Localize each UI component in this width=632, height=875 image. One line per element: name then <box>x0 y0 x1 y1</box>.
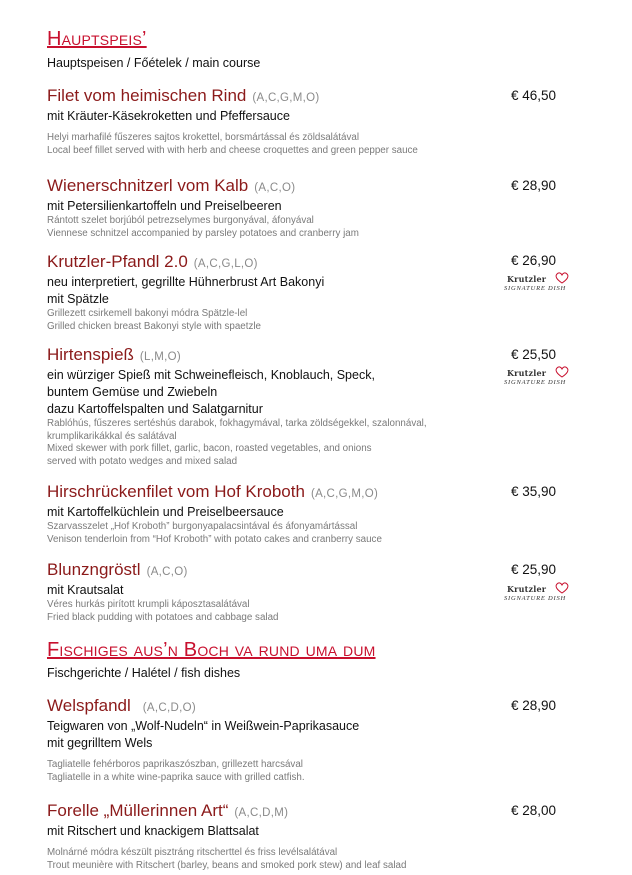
dish-description: ein würziger Spieß mit Schweinefleisch, Knoblauch, Speck, <box>47 368 375 382</box>
section-title-fish: Fischiges aus’n Boch va rund uma dum <box>47 639 376 661</box>
heart-icon <box>554 581 570 595</box>
dish-allergens: (A,C,G,M,O) <box>310 488 379 500</box>
dish-translation: served with potato wedges and mixed salad <box>47 455 238 467</box>
dish-description: mit Kartoffelküchlein und Preiselbeersauce <box>47 505 284 519</box>
dish-description: mit Spätzle <box>47 292 109 306</box>
dish-allergens: (L,M,O) <box>139 351 181 363</box>
dish-description: mit Petersilienkartoffeln und Preiselbeeren <box>47 199 282 213</box>
dish-price: € 25,50 <box>511 347 557 362</box>
dish-description: mit Krautsalat <box>47 583 124 597</box>
dish-translation: Helyi marhafilé fűszeres sajtos krokettel, borsmártással és zöldsalátával <box>47 132 359 143</box>
signature-dish-badge <box>504 368 584 390</box>
dish-title: Hirschrückenfilet vom Hof Kroboth <box>47 482 305 501</box>
signature-label: SIGNATURE DISH <box>504 379 567 386</box>
dish-translation: Molnárné módra készült pisztráng ritscherttel és friss levélsalátával <box>47 847 338 858</box>
dish-price: € 26,90 <box>511 253 557 268</box>
dish-price: € 28,90 <box>511 178 557 193</box>
dish-translation: Véres hurkás pirított krumpli káposztasalátával <box>47 599 250 610</box>
dish-translation: Fried black pudding with potatoes and cabbage salad <box>47 611 279 623</box>
dish-allergens: (A,C,G,L,O) <box>193 258 258 270</box>
dish-description: dazu Kartoffelspalten und Salatgarnitur <box>47 402 263 416</box>
signature-dish-badge <box>504 584 584 606</box>
signature-brand: Krutzler <box>507 368 547 378</box>
dish-description: buntem Gemüse und Zwiebeln <box>47 385 218 399</box>
dish-title: Wienerschnitzerl vom Kalb <box>47 176 249 195</box>
dish-price: € 28,00 <box>511 803 557 818</box>
dish-translation: Viennese schnitzel accompanied by parsley potatoes and cranberry jam <box>47 227 359 239</box>
dish-translation: Venison tenderloin from “Hof Kroboth” with potato cakes and cranberry sauce <box>47 533 382 545</box>
dish-price: € 25,90 <box>511 562 557 577</box>
signature-label: SIGNATURE DISH <box>504 285 567 292</box>
dish-allergens: (A,C,D,M) <box>234 807 289 819</box>
section-title-main-course: Hauptspeis’ <box>47 28 147 50</box>
signature-label: SIGNATURE DISH <box>504 595 567 602</box>
dish-translation: Local beef fillet served with with herb and cheese croquettes and green pepper sauce <box>47 144 418 156</box>
dish-translation: Grillezett csirkemell bakonyi módra Spätzle-lel <box>47 308 248 319</box>
dish-translation: Rántott szelet borjúból petrezselymes burgonyával, áfonyával <box>47 215 314 226</box>
dish-title: Forelle „Müllerinnen Art“ <box>47 801 229 820</box>
dish-description: Teigwaren von „Wolf-Nudeln“ in Weißwein-Paprikasauce <box>47 719 360 733</box>
dish-title: Hirtenspieß <box>47 345 134 364</box>
dish-translation: Rablóhús, fűszeres sertéshús darabok, fokhagymával, tarka zöldségekkel, szalonnával, <box>47 418 427 429</box>
section-subtitle-main-course: Hauptspeisen / Főételek / main course <box>47 56 261 70</box>
dish-allergens: (A,C,O) <box>146 566 188 578</box>
dish-description: mit Ritschert und knackigem Blattsalat <box>47 824 259 838</box>
dish-price: € 35,90 <box>511 484 557 499</box>
dish-allergens: (A,C,O) <box>254 182 296 194</box>
signature-dish-badge <box>504 274 584 296</box>
dish-translation: Mixed skewer with pork fillet, garlic, bacon, roasted vegetables, and onions <box>47 443 372 454</box>
dish-translation: Szarvasszelet „Hof Kroboth” burgonyapalacsintával és áfonyamártással <box>47 521 358 532</box>
signature-brand: Krutzler <box>507 584 547 594</box>
dish-translation: Tagliatelle fehérboros paprikaszószban, grillezett harcsával <box>47 759 303 770</box>
dish-hirtenspiess <box>47 345 607 468</box>
heart-icon <box>554 365 570 379</box>
dish-title: Welspfandl <box>47 696 131 715</box>
dish-description: mit gegrilltem Wels <box>47 736 153 750</box>
dish-allergens: (A,C,G,M,O) <box>252 92 320 104</box>
dish-translation: krumplikarikákkal és salátával <box>47 430 177 442</box>
dish-translation: Trout meunière with Ritschert (barley, beans and smoked pork stew) and leaf salad <box>47 859 407 871</box>
dish-description: neu interpretiert, gegrillte Hühnerbrust Art Bakonyi <box>47 275 325 289</box>
section-subtitle-fish: Fischgerichte / Halétel / fish dishes <box>47 666 241 680</box>
dish-price: € 28,90 <box>511 698 557 713</box>
dish-description: mit Kräuter-Käsekroketten und Pfeffersauce <box>47 109 290 123</box>
dish-translation: Tagliatelle in a white wine-paprika sauce with grilled catfish. <box>47 771 305 783</box>
dish-title: Blunzngröstl <box>47 560 141 579</box>
dish-title: Krutzler-Pfandl 2.0 <box>47 252 188 271</box>
dish-title: Filet vom heimischen Rind <box>47 86 247 105</box>
heart-icon <box>554 271 570 285</box>
signature-brand: Krutzler <box>507 274 547 284</box>
dish-price: € 46,50 <box>511 88 557 103</box>
dish-allergens: (A,C,D,O) <box>142 702 196 714</box>
dish-translation: Grilled chicken breast Bakonyi style with spaetzle <box>47 320 261 332</box>
